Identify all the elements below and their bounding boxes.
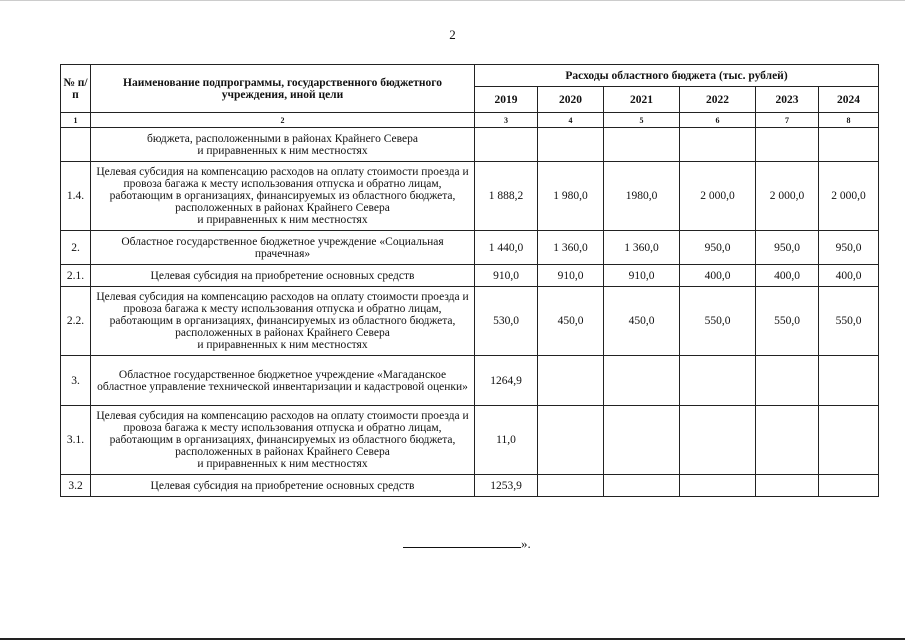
row-name: Целевая субсидия на компенсацию расходов на оплату стоимости проезда и провоза багажа к месту использования отпуска и обратно лицам, работающим в организациях, финансируемых из областного бюджета, расположенных в районах Крайнего Севера и приравненных к ним местностях: [91, 162, 475, 231]
row-name: Целевая субсидия на компенсацию расходов на оплату стоимости проезда и провоза багажа к месту использования отпуска и обратно лицам, работающим в организациях, финансируемых из областного бюджета, расположенных в районах Крайнего Севера и приравненных к ним местностях: [91, 406, 475, 475]
row-number: 2.: [61, 231, 91, 265]
row-value-2022: [680, 475, 756, 497]
row-value-2020: 910,0: [538, 265, 604, 287]
year-header: 2020: [538, 87, 604, 113]
row-value-2024: 550,0: [819, 287, 879, 356]
row-value-2022: [680, 128, 756, 162]
column-number: 1: [61, 113, 91, 128]
row-number: 3.1.: [61, 406, 91, 475]
row-value-2020: 1 980,0: [538, 162, 604, 231]
row-value-2023: 950,0: [756, 231, 819, 265]
row-name: Целевая субсидия на приобретение основных средств: [91, 475, 475, 497]
row-value-2019: 1 888,2: [475, 162, 538, 231]
year-header: 2019: [475, 87, 538, 113]
row-number: 3.: [61, 356, 91, 406]
col-header-num: № п/п: [61, 65, 91, 113]
page-number: 2: [449, 27, 456, 42]
row-value-2019: 1 440,0: [475, 231, 538, 265]
row-value-2024: [819, 356, 879, 406]
row-value-2019: 1264,9: [475, 356, 538, 406]
row-value-2020: [538, 406, 604, 475]
row-value-2024: 950,0: [819, 231, 879, 265]
table-row: [61, 356, 879, 406]
row-value-2022: 550,0: [680, 287, 756, 356]
row-value-2023: [756, 128, 819, 162]
column-number: 6: [680, 113, 756, 128]
page-top-edge: [0, 0, 905, 1]
row-value-2020: [538, 475, 604, 497]
row-name: Областное государственное бюджетное учреждение «Социальная прачечная»: [91, 231, 475, 265]
year-header: 2022: [680, 87, 756, 113]
row-value-2024: [819, 475, 879, 497]
row-value-2024: 2 000,0: [819, 162, 879, 231]
row-value-2022: [680, 406, 756, 475]
row-value-2023: [756, 475, 819, 497]
row-value-2021: 910,0: [604, 265, 680, 287]
year-header: 2024: [819, 87, 879, 113]
row-number: 2.2.: [61, 287, 91, 356]
row-value-2019: 530,0: [475, 287, 538, 356]
row-name: Целевая субсидия на компенсацию расходов на оплату стоимости проезда и провоза багажа к месту использования отпуска и обратно лицам, работающим в организациях, финансируемых из областного бюджета, расположенных в районах Крайнего Севера и приравненных к ним местностях: [91, 287, 475, 356]
column-number: 2: [91, 113, 475, 128]
table-row: [61, 231, 879, 265]
row-value-2021: 450,0: [604, 287, 680, 356]
table-row: [61, 128, 879, 162]
closing-line: [403, 536, 531, 552]
row-value-2020: 450,0: [538, 287, 604, 356]
header-row-top: [61, 65, 879, 87]
row-value-2022: [680, 356, 756, 406]
table-row: [61, 406, 879, 475]
row-value-2021: 1980,0: [604, 162, 680, 231]
column-number: 8: [819, 113, 879, 128]
row-value-2021: [604, 406, 680, 475]
row-value-2023: 2 000,0: [756, 162, 819, 231]
closing-quote: ».: [521, 536, 531, 551]
row-name: Областное государственное бюджетное учреждение «Магаданское областное управление технической инвентаризации и кадастровой оценки»: [91, 356, 475, 406]
table-row: [61, 287, 879, 356]
column-number: 7: [756, 113, 819, 128]
row-value-2022: 400,0: [680, 265, 756, 287]
row-value-2019: [475, 128, 538, 162]
row-number: 2.1.: [61, 265, 91, 287]
row-value-2024: 400,0: [819, 265, 879, 287]
row-value-2022: 950,0: [680, 231, 756, 265]
row-name: бюджета, расположенными в районах Крайнего Севера и приравненных к ним местностях: [91, 128, 475, 162]
row-value-2019: 910,0: [475, 265, 538, 287]
column-number: 3: [475, 113, 538, 128]
row-value-2021: [604, 356, 680, 406]
row-name: Целевая субсидия на приобретение основных средств: [91, 265, 475, 287]
row-value-2022: 2 000,0: [680, 162, 756, 231]
row-number: 1.4.: [61, 162, 91, 231]
table-row: [61, 162, 879, 231]
year-header: 2023: [756, 87, 819, 113]
signature-underline: [403, 537, 521, 548]
row-value-2020: 1 360,0: [538, 231, 604, 265]
column-number: 4: [538, 113, 604, 128]
row-value-2019: 11,0: [475, 406, 538, 475]
column-number: 5: [604, 113, 680, 128]
row-value-2020: [538, 356, 604, 406]
year-header: 2021: [604, 87, 680, 113]
row-value-2023: [756, 406, 819, 475]
row-value-2021: [604, 475, 680, 497]
row-value-2019: 1253,9: [475, 475, 538, 497]
row-value-2023: [756, 356, 819, 406]
column-number-row: [61, 113, 879, 128]
row-value-2024: [819, 406, 879, 475]
row-number: 3.2: [61, 475, 91, 497]
row-value-2021: [604, 128, 680, 162]
row-number: [61, 128, 91, 162]
budget-table: [60, 64, 879, 497]
row-value-2024: [819, 128, 879, 162]
row-value-2020: [538, 128, 604, 162]
col-header-name: Наименование подпрограммы, государственного бюджетного учреждения, иной цели: [91, 65, 475, 113]
row-value-2023: 400,0: [756, 265, 819, 287]
table-row: [61, 265, 879, 287]
table-row: [61, 475, 879, 497]
row-value-2021: 1 360,0: [604, 231, 680, 265]
row-value-2023: 550,0: [756, 287, 819, 356]
col-header-expenses: Расходы областного бюджета (тыс. рублей): [475, 65, 879, 87]
